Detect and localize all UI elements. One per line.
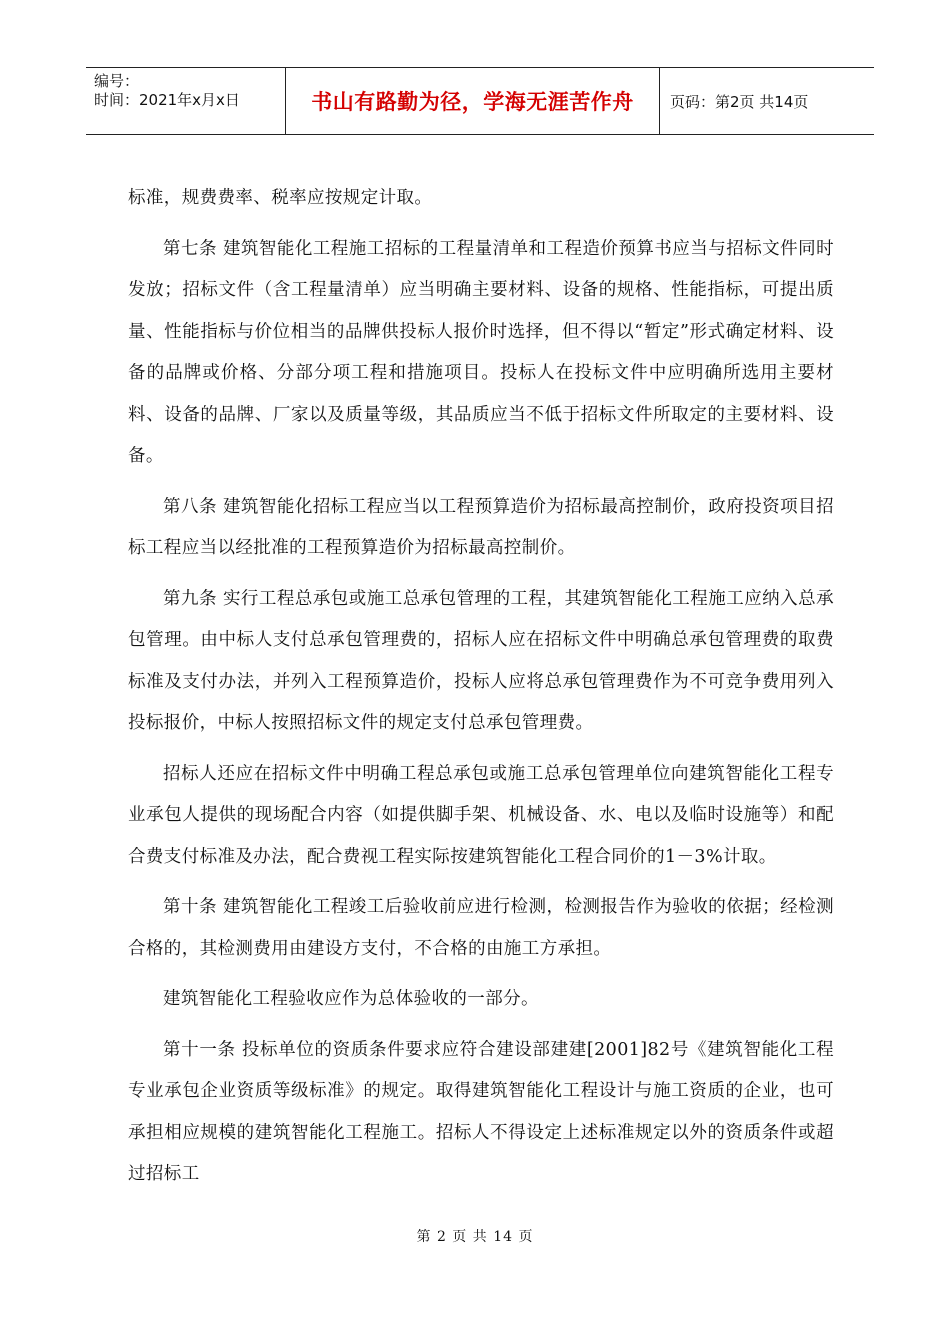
header-number-label: 编号： xyxy=(94,72,140,90)
paragraph: 招标人还应在招标文件中明确工程总承包或施工总承包管理单位向建筑智能化工程专业承包人提供的现场配合内容（如提供脚手架、机械设备、水、电以及临时设施等）和配合费支付标准及办法，配合费视工程实际按建筑智能化工程合同价的1－3%计取。 xyxy=(128,763,834,867)
header-time-label: 时间：2021年x月x日 xyxy=(94,91,240,109)
header-meta xyxy=(86,68,286,134)
paragraph-article-7: 第七条 建筑智能化工程施工招标的工程量清单和工程造价预算书应当与招标文件同时发放；招标文件（含工程量清单）应当明确主要材料、设备的规格、性能指标，可提出质量、性能指标与价位相当的品牌供投标人报价时选择，但不得以“暂定”形式确定材料、设备的品牌或价格、分部分项工程和措施项目。投标人在投标文件中应明确所选用主要材料、设备的品牌、厂家以及质量等级，其品质应当不低于招标文件所取定的主要材料、设备。 xyxy=(128,238,834,466)
paragraph-article-9: 第九条 实行工程总承包或施工总承包管理的工程，其建筑智能化工程施工应纳入总承包管理。由中标人支付总承包管理费的，招标人应在招标文件中明确总承包管理费的取费标准及支付办法，并列入工程预算造价，投标人应将总承包管理费作为不可竞争费用列入投标报价，中标人按照招标文件的规定支付总承包管理费。 xyxy=(128,588,834,733)
document-body xyxy=(128,178,834,1205)
paragraph-article-8: 第八条 建筑智能化招标工程应当以工程预算造价为招标最高控制价，政府投资项目招标工程应当以经批准的工程预算造价为招标最高控制价。 xyxy=(128,496,834,558)
paragraph-article-10: 第十条 建筑智能化工程竣工后验收前应进行检测，检测报告作为验收的依据；经检测合格的，其检测费用由建设方支付，不合格的由施工方承担。 xyxy=(128,897,834,959)
paragraph-article-11: 第十一条 投标单位的资质条件要求应符合建设部建建[2001]82号《建筑智能化工程专业承包企业资质等级标准》的规定。取得建筑智能化工程设计与施工资质的企业，也可承担相应规模的建筑智能化工程施工。招标人不得设定上述标准规定以外的资质条件或超过招标工 xyxy=(128,1039,834,1184)
paragraph: 标准，规费费率、税率应按规定计取。 xyxy=(128,188,433,208)
document-header xyxy=(86,67,874,135)
header-page-info: 页码：第2页 共14页 xyxy=(670,92,809,111)
paragraph: 建筑智能化工程验收应作为总体验收的一部分。 xyxy=(163,989,539,1009)
header-motto: 书山有路勤为径，学海无涯苦作舟 xyxy=(286,68,660,134)
page-footer: 第 2 页 共 14 页 xyxy=(416,1229,534,1245)
